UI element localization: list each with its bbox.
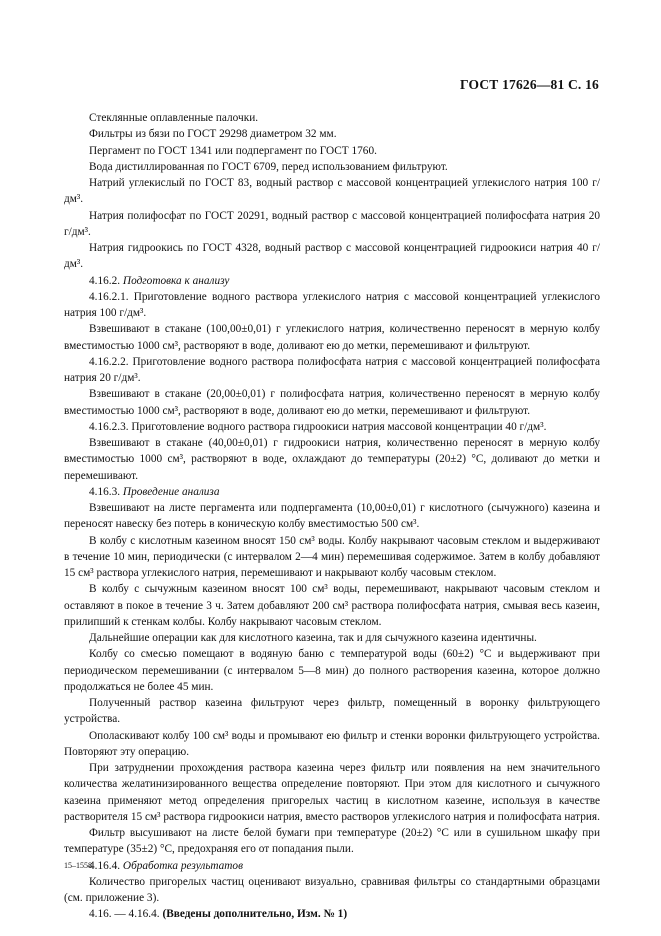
section-number: 4.16.2. xyxy=(89,274,121,287)
section-heading xyxy=(64,484,600,500)
paragraph: Фильтр высушивают на листе белой бумаги при температуре (20±2) °С или в сушильном шкафу при температуре (35±2) °С, предохраняя его от попадания пыли. xyxy=(64,827,600,856)
paragraph: Взвешивают на листе пергамента или подпергамента (10,00±0,01) г кислотного (сычужного) казеина и переносят навеску без потерь в коническую колбу вместимостью 500 см³. xyxy=(64,502,600,531)
paragraph: Стеклянные оплавленные палочки. xyxy=(89,112,259,124)
section-title: Обработка результатов xyxy=(122,859,243,872)
paragraph: 4.16.2.3. Приготовление водного раствора гидроокиси натрия массовой концентрации 40 г/дм³. xyxy=(89,420,547,433)
amendment-text: (Введены дополнительно, Изм. № 1) xyxy=(162,908,348,921)
paragraph: Взвешивают в стакане (40,00±0,01) г гидроокиси натрия, количественно переносят в мерную колбу вместимостью 1000 см³, растворяют в воде, охлаждают до температуры (20±2) °С, доливают до метки и перемешивают. xyxy=(64,437,600,482)
paragraph: В колбу с сычужным казеином вносят 100 см³ воды, перемешивают, накрывают часовым стеклом и оставляют в покое в течение 3 ч. Затем добавляют 200 см³ раствора полифосфата натрия, смывая весь казеин, прилипший к стенкам колбы. Колбу накрывают часовым стеклом. xyxy=(64,583,600,628)
amendment-range: 4.16. — 4.16.4. xyxy=(89,908,160,921)
paragraph: Взвешивают в стакане (100,00±0,01) г углекислого натрия, количественно переносят в мерную колбу вместимостью 1000 см³, растворяют в воде, доливают ею до метки, перемешивают и фильтруют. xyxy=(64,323,600,352)
paragraph: Фильтры из бязи по ГОСТ 29298 диаметром 32 мм. xyxy=(89,128,337,141)
section-title: Проведение анализа xyxy=(122,485,220,498)
page-header: ГОСТ 17626—81 С. 16 xyxy=(460,77,599,92)
paragraph: Ополаскивают колбу 100 см³ воды и промывают ею фильтр и стенки воронки фильтрующего устройства. Повторяют эту операцию. xyxy=(64,729,600,758)
section-heading xyxy=(64,858,600,874)
section-heading xyxy=(64,273,600,289)
paragraph: 4.16.2.1. Приготовление водного раствора углекислого натрия с массовой концентрацией углекислого натрия 100 г/дм³. xyxy=(64,290,600,319)
paragraph: Натрия полифосфат по ГОСТ 20291, водный раствор с массовой концентрацией полифосфата натрия 20 г/дм³. xyxy=(64,209,600,238)
paragraph: Количество пригорелых частиц оценивают визуально, сравнивая фильтры со стандартными образцами (см. приложение 3). xyxy=(64,875,600,904)
page-footer-code: 15–1558 xyxy=(64,861,92,870)
document-body xyxy=(64,110,600,923)
section-title: Подготовка к анализу xyxy=(122,274,230,287)
section-number: 4.16.3. xyxy=(89,485,121,498)
paragraph: В колбу с кислотным казеином вносят 150 см³ воды. Колбу накрывают часовым стеклом и выдерживают в течение 10 мин, периодически (с интервалом 2—4 мин) перемешивая содержимое. Затем в колбу добавляют 15 см³ раствора углекислого натрия, перемешивают и накрывают колбу часовым стеклом. xyxy=(64,534,600,579)
section-number: 4.16.4. xyxy=(89,859,121,872)
paragraph: Вода дистиллированная по ГОСТ 6709, перед использованием фильтруют. xyxy=(89,160,448,173)
paragraph: Колбу со смесью помещают в водяную баню с температурой воды (60±2) °С и выдерживают при периодическом перемешивании (с интервалом 5—8 мин) до полного растворения казеина, которое должно продолжаться не более 45 мин. xyxy=(64,648,600,693)
paragraph: Натрия гидроокись по ГОСТ 4328, водный раствор с массовой концентрацией гидроокиси натрия 40 г/дм³. xyxy=(64,242,600,271)
paragraph: При затруднении прохождения раствора казеина через фильтр или появления на нем значительного количества желатинизированного вещества определение повторяют. При этом для кислотного и сычужного казеина применяют метод определения пригорелых частиц в кислотном казеине, используя в качестве растворителя 15 см³ раствора гидроокиси натрия, вместо растворов углекислого натрия и полифосфата натрия. xyxy=(64,762,600,823)
paragraph: Полученный раствор казеина фильтруют через фильтр, помещенный в воронку фильтрующего устройства. xyxy=(64,697,600,726)
amendment-note xyxy=(64,906,600,922)
paragraph: Дальнейшие операции как для кислотного казеина, так и для сычужного казеина идентичны. xyxy=(89,632,537,644)
paragraph: Взвешивают в стакане (20,00±0,01) г полифосфата натрия, количественно переносят в мерную колбу вместимостью 1000 см³, растворяют в воде, доливают ею до метки, перемешивают и фильтруют. xyxy=(64,388,600,417)
paragraph: Пергамент по ГОСТ 1341 или подпергамент по ГОСТ 1760. xyxy=(89,144,377,157)
paragraph: Натрий углекислый по ГОСТ 83, водный раствор с массовой концентрацией углекислого натрия 100 г/дм³. xyxy=(64,177,600,206)
paragraph: 4.16.2.2. Приготовление водного раствора полифосфата натрия с массовой концентрацией полифосфата натрия 20 г/дм³. xyxy=(64,355,600,384)
